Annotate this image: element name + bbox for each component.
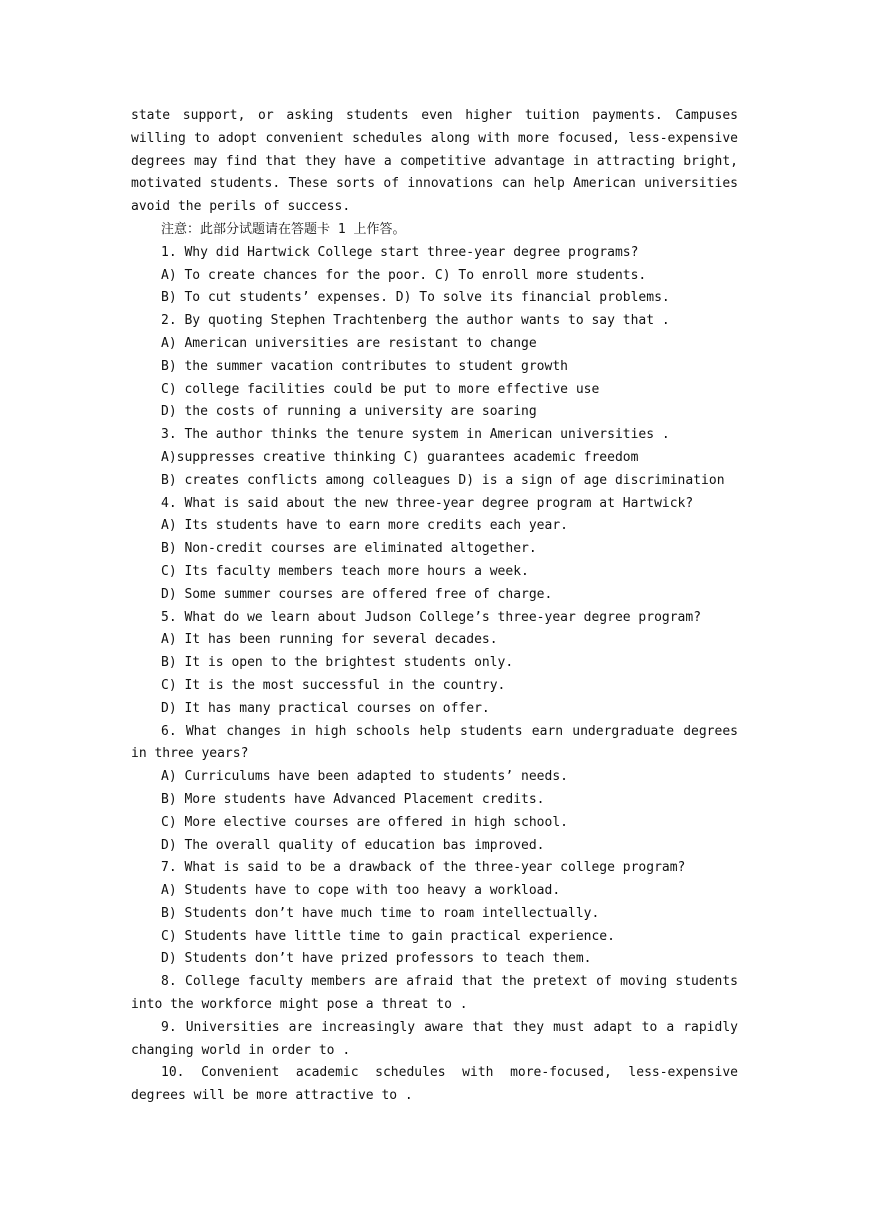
question-3-options-ac: A)suppresses creative thinking C) guarantees academic freedom: [161, 449, 639, 465]
question-6-stem: 6. What changes in high schools help students earn undergraduate degrees in three years?: [131, 723, 738, 762]
question-4-option-a: A) Its students have to earn more credits each year.: [161, 518, 568, 534]
document-page: [131, 105, 738, 1108]
question-5-option-a: A) It has been running for several decades.: [161, 632, 498, 648]
question-4-option-b: B) Non-credit courses are eliminated altogether.: [161, 541, 537, 557]
question-2-option-a: A) American universities are resistant to change: [161, 335, 537, 351]
question-2-option-c: C) college facilities could be put to more effective use: [161, 381, 600, 397]
question-6-option-c: C) More elective courses are offered in high school.: [161, 814, 568, 830]
question-5-stem: 5. What do we learn about Judson College’s three-year degree program?: [161, 609, 702, 625]
question-3-options-bd: B) creates conflicts among colleagues D) is a sign of age discrimination: [161, 472, 725, 488]
question-7-option-d: D) Students don’t have prized professors to teach them.: [161, 951, 592, 967]
question-9: 9. Universities are increasingly aware that they must adapt to a rapidly changing world in order to .: [131, 1019, 738, 1058]
question-5-option-d: D) It has many practical courses on offer.: [161, 700, 490, 716]
question-7-option-a: A) Students have to cope with too heavy a workload.: [161, 883, 561, 899]
question-1-options-ac: A) To create chances for the poor. C) To enroll more students.: [161, 267, 647, 283]
question-4-option-c: C) Its faculty members teach more hours a week.: [161, 563, 529, 579]
question-4-stem: 4. What is said about the new three-year degree program at Hartwick?: [161, 495, 694, 511]
question-8: 8. College faculty members are afraid that the pretext of moving students into the workforce might pose a threat to .: [131, 974, 738, 1013]
question-3-stem: 3. The author thinks the tenure system in American universities .: [161, 427, 670, 443]
answer-sheet-note: 注意：此部分试题请在答题卡 1 上作答。: [161, 221, 406, 237]
question-7-option-c: C) Students have little time to gain practical experience.: [161, 928, 615, 944]
question-6-option-a: A) Curriculums have been adapted to students’ needs.: [161, 769, 568, 785]
question-7-stem: 7. What is said to be a drawback of the three-year college program?: [161, 860, 686, 876]
question-2-option-b: B) the summer vacation contributes to student growth: [161, 358, 568, 374]
question-6-option-b: B) More students have Advanced Placement credits.: [161, 791, 545, 807]
question-6-option-d: D) The overall quality of education bas improved.: [161, 837, 545, 853]
intro-paragraph: state support, or asking students even higher tuition payments. Campuses willing to adopt convenient schedules along with more focused, less-expensive degrees may find that they have a competitive advantage in attracting bright, motivated students. These sorts of innovations can help American universities avoid the perils of success.: [131, 108, 738, 215]
question-1-stem: 1. Why did Hartwick College start three-year degree programs?: [161, 244, 639, 260]
question-10: 10. Convenient academic schedules with more-focused, less-expensive degrees will be more attractive to .: [131, 1065, 738, 1104]
question-5-option-b: B) It is open to the brightest students only.: [161, 655, 514, 671]
question-1-options-bd: B) To cut students’ expenses. D) To solve its financial problems.: [161, 290, 670, 306]
question-7-option-b: B) Students don’t have much time to roam intellectually.: [161, 905, 600, 921]
question-5-option-c: C) It is the most successful in the country.: [161, 677, 506, 693]
question-4-option-d: D) Some summer courses are offered free of charge.: [161, 586, 553, 602]
question-2-option-d: D) the costs of running a university are soaring: [161, 404, 537, 420]
question-2-stem: 2. By quoting Stephen Trachtenberg the author wants to say that .: [161, 313, 670, 329]
